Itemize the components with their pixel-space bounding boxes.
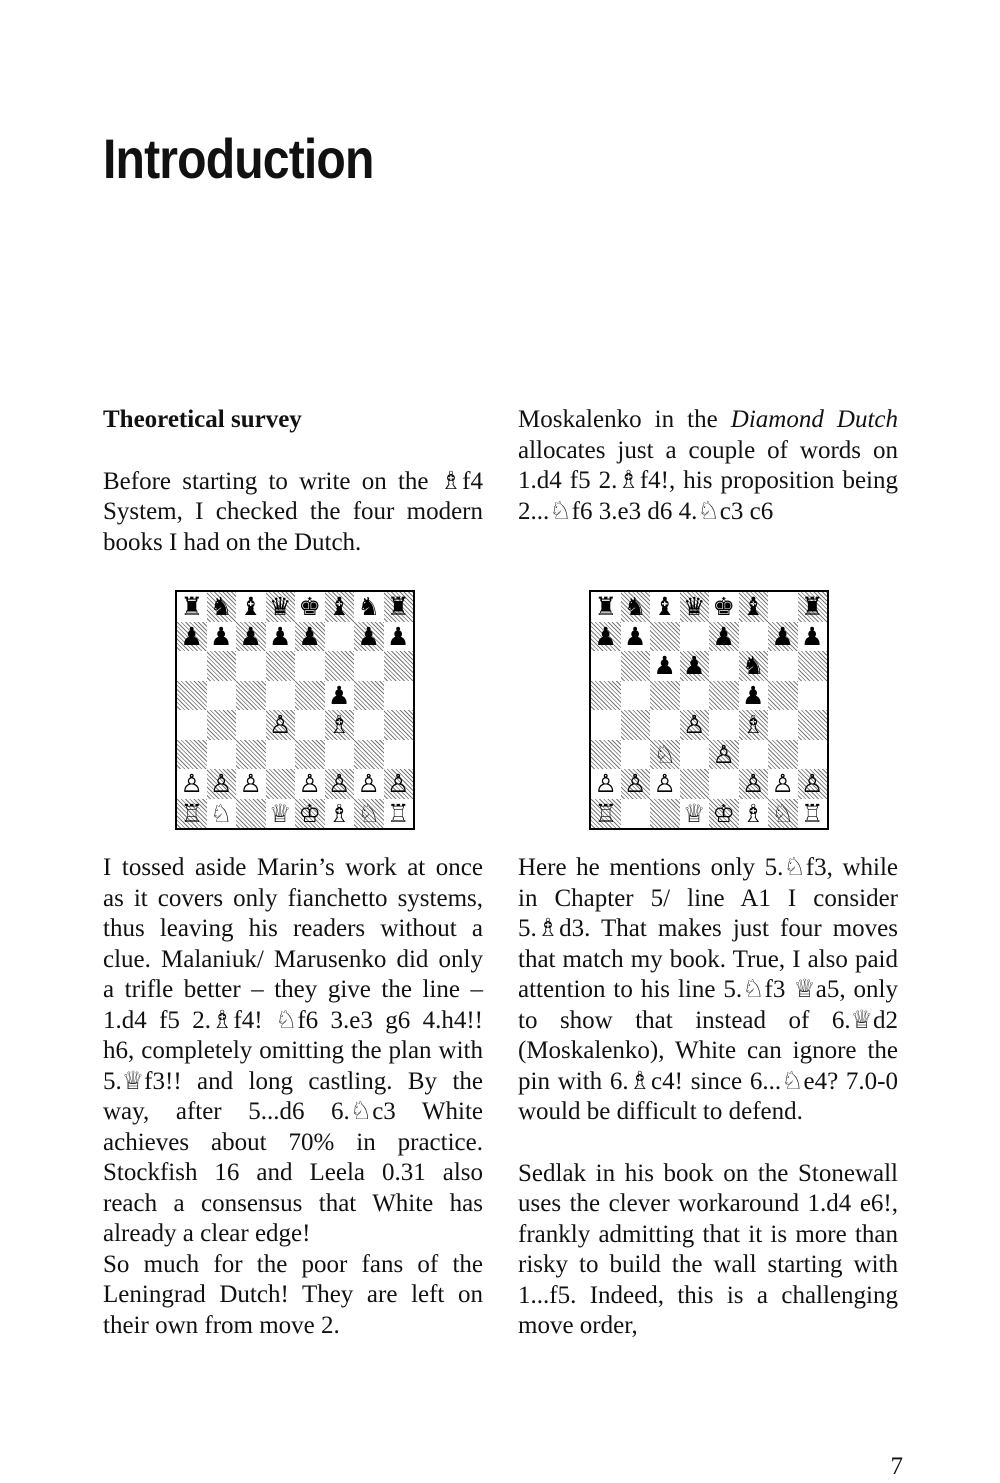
board-square — [739, 681, 769, 711]
board-square — [236, 592, 266, 622]
chess-piece: ♕ — [269, 798, 292, 828]
board-square — [177, 769, 207, 799]
board-square — [768, 769, 798, 799]
chess-piece: ♝ — [742, 592, 765, 622]
board-square — [325, 681, 355, 711]
chess-piece: ♚ — [298, 592, 321, 622]
board-square — [266, 710, 296, 740]
board-square — [266, 740, 296, 770]
chess-piece: ♗ — [328, 798, 351, 828]
board-square — [295, 769, 325, 799]
chess-piece: ♞ — [357, 592, 380, 622]
chess-piece: ♗ — [742, 798, 765, 828]
board-square — [295, 740, 325, 770]
board-square — [354, 681, 384, 711]
board-square — [236, 622, 266, 652]
board-square — [621, 769, 651, 799]
chess-piece: ♕ — [683, 798, 706, 828]
chess-piece: ♟ — [269, 621, 292, 651]
board-square — [354, 740, 384, 770]
board-square — [680, 710, 710, 740]
chess-piece: ♙ — [357, 769, 380, 799]
board-square — [650, 651, 680, 681]
board-square — [354, 799, 384, 829]
chess-piece: ♜ — [801, 592, 824, 622]
board-square — [591, 710, 621, 740]
board-square — [798, 799, 828, 829]
chess-piece: ♟ — [239, 621, 262, 651]
chess-piece: ♘ — [653, 739, 676, 769]
chess-piece: ♘ — [771, 798, 794, 828]
left-column-lower — [103, 853, 483, 1341]
board-square — [798, 622, 828, 652]
chess-piece: ♖ — [387, 798, 410, 828]
board-square — [621, 799, 651, 829]
chess-piece: ♟ — [210, 621, 233, 651]
chess-piece: ♙ — [712, 739, 735, 769]
board-square — [591, 592, 621, 622]
board-square — [354, 651, 384, 681]
chess-piece: ♜ — [594, 592, 617, 622]
board-square — [621, 651, 651, 681]
board-square — [266, 799, 296, 829]
chess-piece: ♙ — [594, 769, 617, 799]
chess-board — [589, 590, 829, 830]
board-square — [384, 651, 414, 681]
board-square — [295, 799, 325, 829]
board-square — [207, 651, 237, 681]
chess-piece: ♝ — [328, 592, 351, 622]
board-square — [621, 710, 651, 740]
chess-piece: ♙ — [683, 710, 706, 740]
board-square — [650, 710, 680, 740]
board-square — [768, 651, 798, 681]
board-square — [680, 592, 710, 622]
board-square — [236, 710, 266, 740]
board-square — [177, 710, 207, 740]
left-column — [103, 405, 483, 558]
board-square — [680, 651, 710, 681]
chess-piece: ♗ — [328, 710, 351, 740]
board-square — [384, 769, 414, 799]
chess-piece: ♙ — [298, 769, 321, 799]
chess-piece: ♘ — [357, 798, 380, 828]
board-square — [266, 651, 296, 681]
board-square — [207, 769, 237, 799]
board-square — [236, 740, 266, 770]
left-paragraph-3: So much for the poor fans of the Leningrad Dutch! They are left on their own from move 2. — [103, 1250, 483, 1339]
right-column — [518, 405, 898, 527]
chess-piece: ♟ — [387, 621, 410, 651]
chess-piece: ♟ — [594, 621, 617, 651]
board-square — [591, 651, 621, 681]
board-square — [354, 710, 384, 740]
board-square — [621, 740, 651, 770]
chess-piece: ♔ — [298, 798, 321, 828]
board-square — [739, 769, 769, 799]
chess-piece: ♙ — [801, 769, 824, 799]
chess-diagram-1 — [175, 590, 415, 830]
chess-piece: ♔ — [712, 798, 735, 828]
board-square — [266, 769, 296, 799]
board-square — [236, 769, 266, 799]
board-square — [709, 651, 739, 681]
page-number: 7 — [890, 1453, 903, 1480]
board-square — [621, 592, 651, 622]
chess-piece: ♙ — [771, 769, 794, 799]
chess-piece: ♙ — [624, 769, 647, 799]
board-square — [207, 710, 237, 740]
board-square — [354, 769, 384, 799]
chess-piece: ♞ — [742, 651, 765, 681]
chess-piece: ♟ — [742, 680, 765, 710]
board-square — [295, 592, 325, 622]
board-square — [621, 681, 651, 711]
board-square — [798, 740, 828, 770]
chess-piece: ♜ — [387, 592, 410, 622]
board-square — [295, 710, 325, 740]
board-square — [177, 651, 207, 681]
board-square — [739, 592, 769, 622]
board-square — [650, 622, 680, 652]
board-square — [739, 799, 769, 829]
chess-piece: ♙ — [653, 769, 676, 799]
left-paragraph-2: I tossed aside Marin’s work at once as it covers only fianchetto systems, thus leaving his readers without a clue. Malaniuk/ Marusenko did only a trifle better – they give the line – 1.d4 f5 2.♗f4! ♘f6 3.e3 g6 4.h4!! h6, completely omitting the plan with 5.♕f3!! and long castling. By the way, after 5...d6 6.♘c3 White achieves about 70% in practice. Stockfish 16 and Leela 0.31 also reach a consensus that White has already a clear edge! — [103, 854, 483, 1247]
chess-piece: ♟ — [683, 651, 706, 681]
right-column-lower — [518, 853, 898, 1342]
board-square — [325, 769, 355, 799]
board-square — [650, 799, 680, 829]
chess-piece: ♖ — [801, 798, 824, 828]
board-square — [207, 799, 237, 829]
board-square — [650, 592, 680, 622]
board-square — [680, 622, 710, 652]
chess-piece: ♙ — [210, 769, 233, 799]
board-square — [709, 681, 739, 711]
chess-piece: ♖ — [594, 798, 617, 828]
chess-piece: ♘ — [210, 798, 233, 828]
board-square — [177, 799, 207, 829]
board-square — [768, 710, 798, 740]
board-square — [680, 681, 710, 711]
board-square — [709, 740, 739, 770]
board-square — [709, 710, 739, 740]
chess-piece: ♟ — [328, 680, 351, 710]
chess-piece: ♙ — [387, 769, 410, 799]
board-square — [709, 799, 739, 829]
chess-piece: ♗ — [742, 710, 765, 740]
chess-piece: ♙ — [180, 769, 203, 799]
right-paragraph-3: Sedlak in his book on the Stonewall uses the clever workaround 1.d4 e6!, frankly admitting that it is more than risky to build the wall starting with 1...f5. Indeed, this is a challenging move order, — [518, 1159, 898, 1339]
right-paragraph-1-start: Moskalenko in the — [518, 406, 731, 433]
board-square — [325, 622, 355, 652]
book-title: Diamond Dutch — [730, 406, 898, 433]
board-square — [177, 740, 207, 770]
board-square — [384, 710, 414, 740]
board-square — [798, 769, 828, 799]
chess-piece: ♝ — [239, 592, 262, 622]
chess-piece: ♟ — [801, 621, 824, 651]
board-square — [621, 622, 651, 652]
chess-piece: ♟ — [357, 621, 380, 651]
board-square — [591, 622, 621, 652]
board-square — [798, 592, 828, 622]
board-square — [739, 740, 769, 770]
chess-diagram-2 — [589, 590, 829, 830]
board-square — [768, 592, 798, 622]
chess-piece: ♜ — [180, 592, 203, 622]
board-square — [798, 651, 828, 681]
chess-piece: ♙ — [742, 769, 765, 799]
board-square — [709, 622, 739, 652]
board-square — [207, 740, 237, 770]
board-square — [266, 622, 296, 652]
board-square — [177, 592, 207, 622]
board-square — [591, 799, 621, 829]
board-square — [709, 769, 739, 799]
right-paragraph-1-end: allocates just a couple of words on 1.d4 f5 2.♗f4!, his proposition being 2...♘f6 3.e3 d6 4.♘c3 c6 — [518, 436, 898, 525]
board-square — [325, 799, 355, 829]
board-square — [325, 710, 355, 740]
chess-piece: ♞ — [624, 592, 647, 622]
board-square — [798, 710, 828, 740]
board-square — [384, 740, 414, 770]
board-square — [591, 769, 621, 799]
chess-piece: ♟ — [771, 621, 794, 651]
board-square — [384, 592, 414, 622]
chess-piece: ♛ — [683, 592, 706, 622]
board-square — [650, 769, 680, 799]
chess-piece: ♞ — [210, 592, 233, 622]
board-square — [325, 651, 355, 681]
board-square — [236, 651, 266, 681]
left-paragraph-1: Before starting to write on the ♗f4 System, I checked the four modern books I had on the Dutch. — [103, 467, 483, 556]
chess-piece: ♟ — [298, 621, 321, 651]
board-square — [680, 799, 710, 829]
board-square — [325, 592, 355, 622]
chess-piece: ♙ — [269, 710, 292, 740]
board-square — [207, 622, 237, 652]
board-square — [768, 740, 798, 770]
board-square — [680, 769, 710, 799]
board-square — [236, 681, 266, 711]
board-square — [591, 740, 621, 770]
board-square — [650, 740, 680, 770]
board-square — [266, 681, 296, 711]
chess-piece: ♖ — [180, 798, 203, 828]
board-square — [798, 681, 828, 711]
board-square — [325, 740, 355, 770]
board-square — [295, 651, 325, 681]
chess-piece: ♟ — [712, 621, 735, 651]
right-paragraph-2: Here he mentions only 5.♘f3, while in Chapter 5/ line A1 I consider 5.♗d3. That makes just four moves that match my book. True, I also paid attention to his line 5.♘f3 ♕a5, only to show that instead of 6.♕d2 (Moskalenko), White can ignore the pin with 6.♗c4! since 6...♘e4? 7.0-0 would be difficult to defend. — [518, 854, 898, 1125]
board-square — [768, 622, 798, 652]
board-square — [207, 592, 237, 622]
board-square — [650, 681, 680, 711]
board-square — [266, 592, 296, 622]
chess-piece: ♙ — [328, 769, 351, 799]
board-square — [768, 681, 798, 711]
board-square — [207, 681, 237, 711]
board-square — [177, 622, 207, 652]
page-title: Introduction — [103, 127, 374, 190]
chess-board — [175, 590, 415, 830]
chess-piece: ♝ — [653, 592, 676, 622]
chess-piece: ♙ — [239, 769, 262, 799]
board-square — [384, 681, 414, 711]
board-square — [739, 622, 769, 652]
board-square — [354, 592, 384, 622]
chess-piece: ♟ — [653, 651, 676, 681]
board-square — [680, 740, 710, 770]
section-heading: Theoretical survey — [103, 406, 302, 433]
board-square — [295, 622, 325, 652]
board-square — [739, 710, 769, 740]
board-square — [768, 799, 798, 829]
board-square — [709, 592, 739, 622]
chess-piece: ♚ — [712, 592, 735, 622]
board-square — [236, 799, 266, 829]
board-square — [384, 622, 414, 652]
board-square — [384, 799, 414, 829]
right-paragraph-1 — [518, 405, 898, 527]
board-square — [591, 681, 621, 711]
board-square — [739, 651, 769, 681]
chess-piece: ♛ — [269, 592, 292, 622]
board-square — [354, 622, 384, 652]
board-square — [295, 681, 325, 711]
chess-piece: ♟ — [624, 621, 647, 651]
board-square — [177, 681, 207, 711]
chess-piece: ♟ — [180, 621, 203, 651]
